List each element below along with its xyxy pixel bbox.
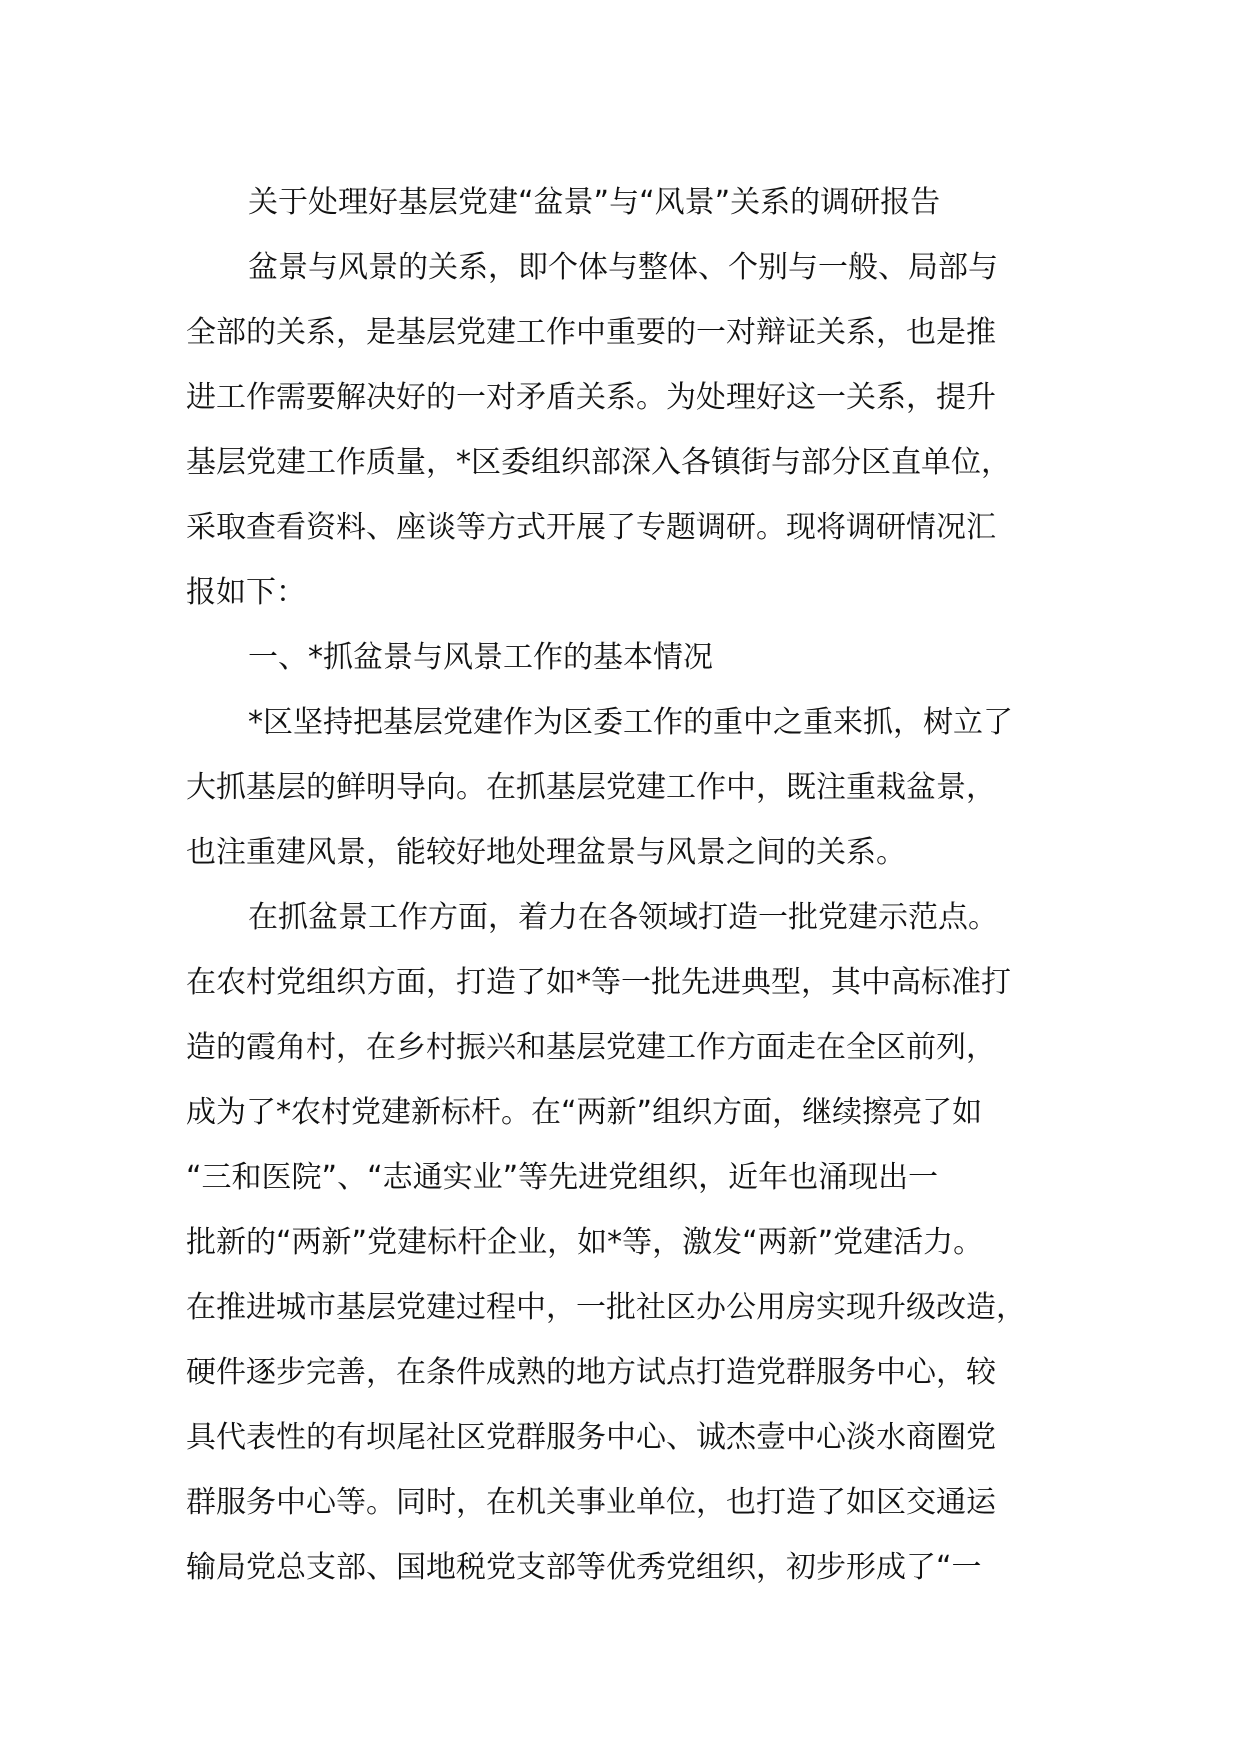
paragraph-line: 造的霞角村，在乡村振兴和基层党建工作方面走在全区前列， xyxy=(186,1030,996,1065)
document-body xyxy=(186,170,1056,1600)
paragraph-line: 也注重建风景，能较好地处理盆景与风景之间的关系。 xyxy=(186,835,906,870)
paragraph-line: 在农村党组织方面，打造了如*等一批先进典型，其中高标准打 xyxy=(186,965,1011,1000)
paragraph-line: 输局党总支部、国地税党支部等优秀党组织，初步形成了“一 xyxy=(186,1550,982,1585)
intro-line: 基层党建工作质量，*区委组织部深入各镇街与部分区直单位， xyxy=(186,445,1011,480)
intro-line: 盆景与风景的关系，即个体与整体、个别与一般、局部与 xyxy=(248,250,998,285)
document-title: 关于处理好基层党建“盆景”与“风景”关系的调研报告 xyxy=(248,185,941,220)
paragraph-line: *区坚持把基层党建作为区委工作的重中之重来抓，树立了 xyxy=(248,705,1013,740)
paragraph-line: 批新的“两新”党建标杆企业，如*等，激发“两新”党建活力。 xyxy=(186,1225,984,1260)
section-heading: 一、*抓盆景与风景工作的基本情况 xyxy=(248,640,713,675)
paragraph-line: 群服务中心等。同时，在机关事业单位，也打造了如区交通运 xyxy=(186,1485,996,1520)
paragraph-line: 在抓盆景工作方面，着力在各领域打造一批党建示范点。 xyxy=(248,900,998,935)
paragraph-line: “三和医院”、“志通实业”等先进党组织，近年也涌现出一 xyxy=(186,1160,939,1195)
paragraph-line: 具代表性的有坝尾社区党群服务中心、诚杰壹中心淡水商圈党 xyxy=(186,1420,996,1455)
intro-line: 报如下： xyxy=(186,575,306,610)
intro-line: 全部的关系，是基层党建工作中重要的一对辩证关系，也是推 xyxy=(186,315,996,350)
paragraph-line: 硬件逐步完善，在条件成熟的地方试点打造党群服务中心，较 xyxy=(186,1355,996,1390)
intro-line: 进工作需要解决好的一对矛盾关系。为处理好这一关系，提升 xyxy=(186,380,996,415)
paragraph-line: 成为了*农村党建新标杆。在“两新”组织方面，继续擦亮了如 xyxy=(186,1095,983,1130)
paragraph-line: 在推进城市基层党建过程中，一批社区办公用房实现升级改造， xyxy=(186,1290,1026,1325)
intro-line: 采取查看资料、座谈等方式开展了专题调研。现将调研情况汇 xyxy=(186,510,996,545)
paragraph-line: 大抓基层的鲜明导向。在抓基层党建工作中，既注重栽盆景， xyxy=(186,770,996,805)
